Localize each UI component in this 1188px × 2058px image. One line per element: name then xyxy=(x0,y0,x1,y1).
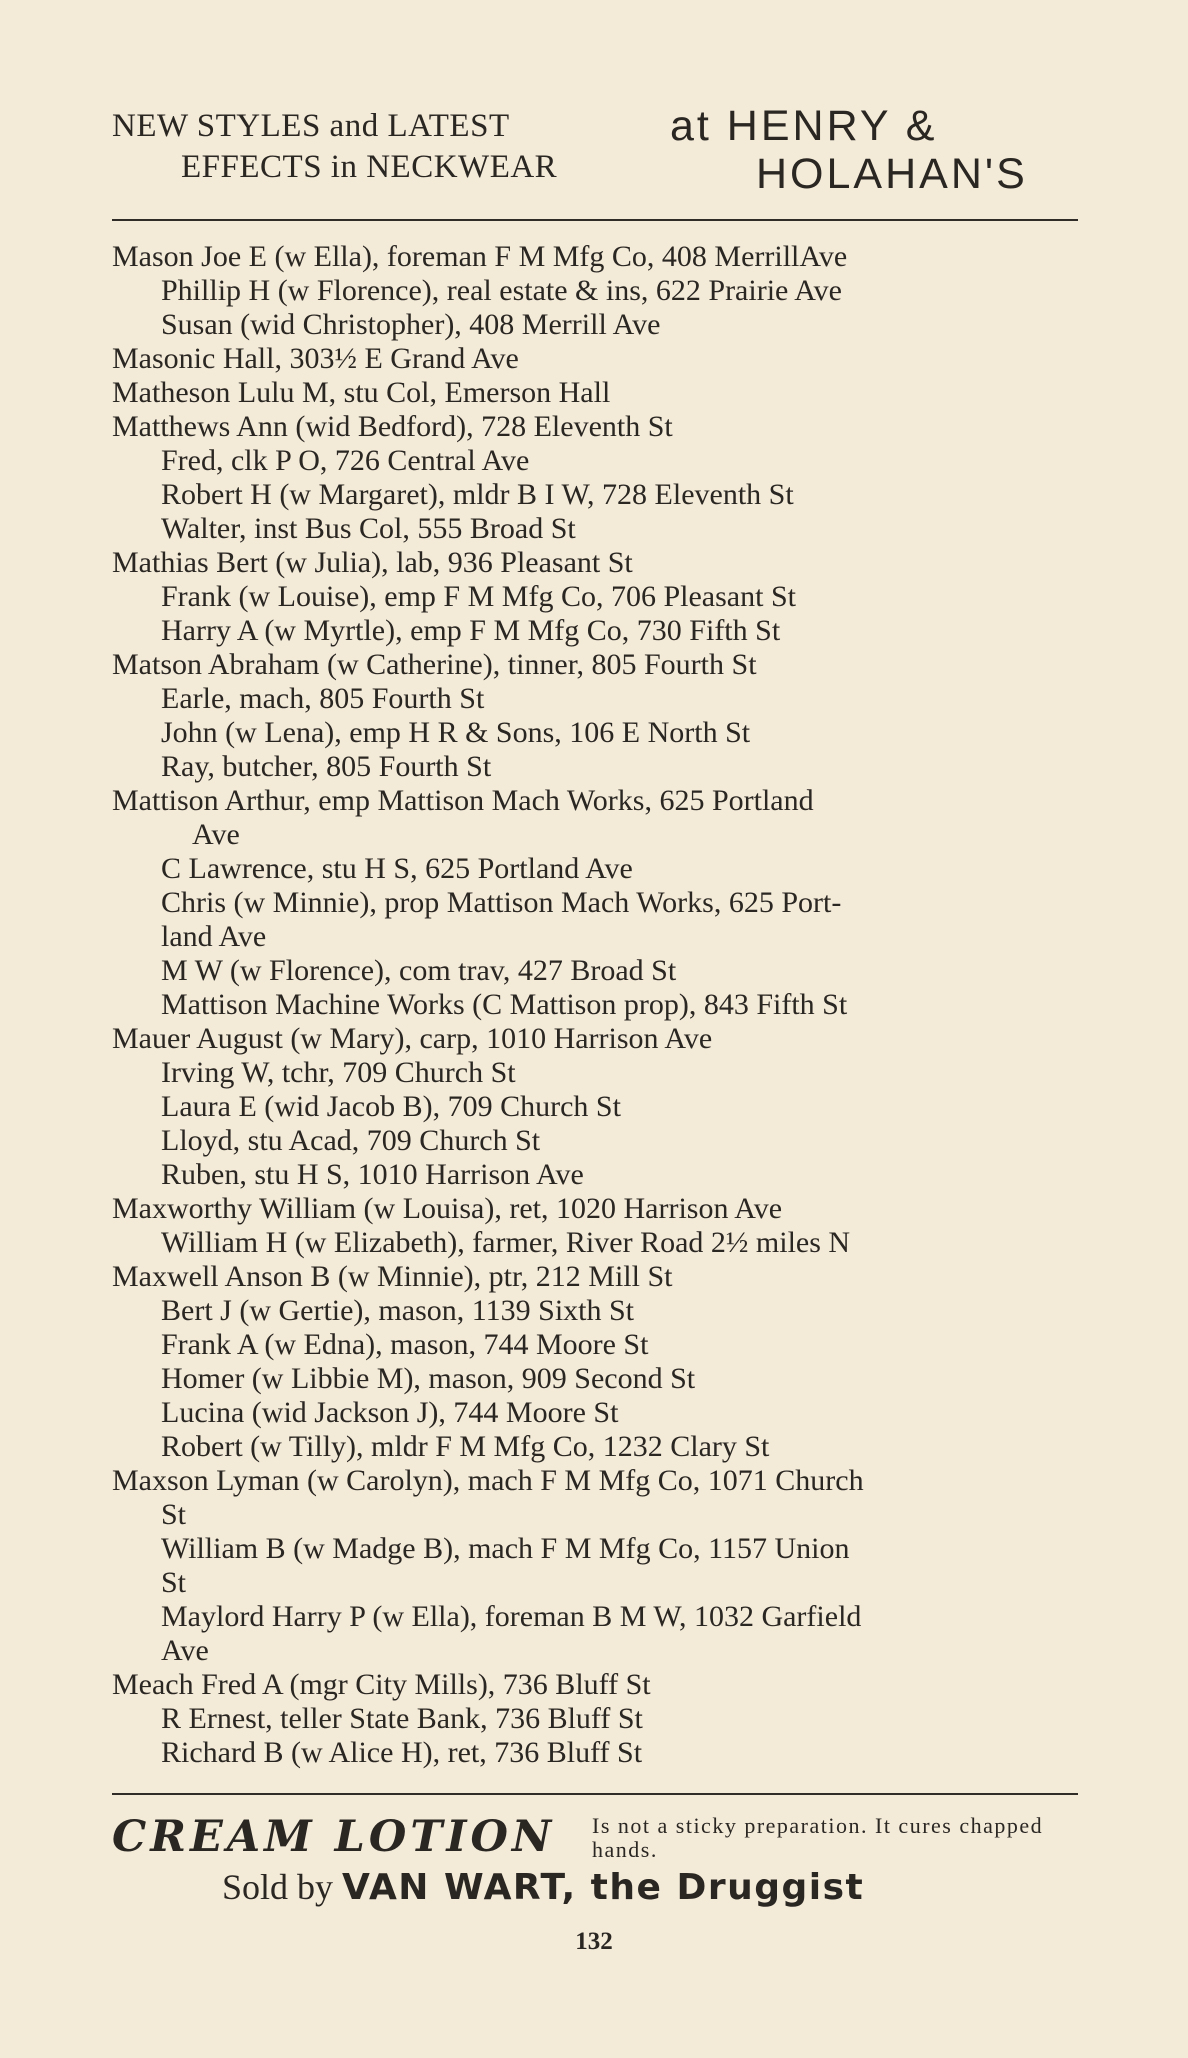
directory-entry-line: Ray, butcher, 805 Fourth St xyxy=(161,750,492,783)
directory-entry-line: Masonic Hall, 303½ E Grand Ave xyxy=(112,342,519,375)
page-header xyxy=(112,102,1078,198)
header-right-line-1: at HENRY & xyxy=(670,102,938,150)
directory-entry-line: Phillip H (w Florence), real estate & ins, 622 Prairie Ave xyxy=(161,274,842,307)
directory-entry-line: Fred, clk P O, 726 Central Ave xyxy=(161,444,530,477)
directory-entry-line: Walter, inst Bus Col, 555 Broad St xyxy=(161,512,576,545)
directory-entry-line: Matthews Ann (wid Bedford), 728 Eleventh St xyxy=(112,410,673,443)
directory-entry-line: Irving W, tchr, 709 Church St xyxy=(161,1056,516,1089)
directory-entry-line: Laura E (wid Jacob B), 709 Church St xyxy=(161,1090,621,1123)
directory-entry-line: Earle, mach, 805 Fourth St xyxy=(161,682,485,715)
directory-entry-line: Lloyd, stu Acad, 709 Church St xyxy=(161,1124,541,1157)
footer-advertisement xyxy=(112,1800,1082,1910)
directory-entry-line: C Lawrence, stu H S, 625 Portland Ave xyxy=(161,852,633,885)
directory-entry-line: William B (w Madge B), mach F M Mfg Co, 1157 Union xyxy=(161,1532,850,1565)
seller-name: VAN WART, the Druggist xyxy=(342,1867,865,1908)
directory-entry-line: Richard B (w Alice H), ret, 736 Bluff St xyxy=(161,1736,643,1769)
directory-entry-line: St xyxy=(161,1498,187,1531)
directory-entry-line: Robert (w Tilly), mldr F M Mfg Co, 1232 Clary St xyxy=(161,1430,770,1463)
directory-entry-line: Matheson Lulu M, stu Col, Emerson Hall xyxy=(112,376,611,409)
directory-entry-line: Meach Fred A (mgr City Mills), 736 Bluff St xyxy=(112,1668,651,1701)
directory-entry-line: Robert H (w Margaret), mldr B I W, 728 Eleventh St xyxy=(161,478,794,511)
directory-entry-line: Maxson Lyman (w Carolyn), mach F M Mfg Co, 1071 Church xyxy=(112,1464,864,1497)
directory-entry-line: Ruben, stu H S, 1010 Harrison Ave xyxy=(161,1158,584,1191)
header-advertisement-left xyxy=(112,106,557,188)
footer-divider xyxy=(112,1793,1078,1795)
directory-entry-line: Harry A (w Myrtle), emp F M Mfg Co, 730 Fifth St xyxy=(161,614,781,647)
header-left-line-1: NEW STYLES and LATEST xyxy=(112,108,510,144)
directory-entry-line: Homer (w Libbie M), mason, 909 Second St xyxy=(161,1362,696,1395)
directory-entry-line: Ave xyxy=(192,818,240,851)
directory-entry-line: Bert J (w Gertie), mason, 1139 Sixth St xyxy=(161,1294,635,1327)
directory-entry-line: Maxworthy William (w Louisa), ret, 1020 Harrison Ave xyxy=(112,1192,783,1225)
directory-entry-line: Frank A (w Edna), mason, 744 Moore St xyxy=(161,1328,649,1361)
directory-entry-line: R Ernest, teller State Bank, 736 Bluff St xyxy=(161,1702,643,1735)
directory-entry-line: Mason Joe E (w Ella), foreman F M Mfg Co, 408 MerrillAve xyxy=(112,240,848,273)
header-divider xyxy=(112,219,1078,221)
directory-entry-line: Ave xyxy=(161,1634,209,1667)
directory-entry-line: St xyxy=(161,1566,187,1599)
directory-entry-line: Mattison Arthur, emp Mattison Mach Works, 625 Portland xyxy=(112,784,814,817)
directory-entry-line: Susan (wid Christopher), 408 Merrill Ave xyxy=(161,308,661,341)
directory-entry-line: Frank (w Louise), emp F M Mfg Co, 706 Pleasant St xyxy=(161,580,796,613)
header-advertisement-right xyxy=(670,102,1028,198)
directory-entry-line: Lucina (wid Jackson J), 744 Moore St xyxy=(161,1396,619,1429)
directory-entry-line: land Ave xyxy=(161,920,267,953)
directory-entries xyxy=(112,240,1082,1770)
directory-entry-line: John (w Lena), emp H R & Sons, 106 E North St xyxy=(161,716,751,749)
directory-entry-line: Mauer August (w Mary), carp, 1010 Harrison Ave xyxy=(112,1022,713,1055)
product-name: CREAM LOTION xyxy=(112,1812,556,1862)
header-left-line-2: EFFECTS in NECKWEAR xyxy=(181,149,558,185)
directory-entry-line: William H (w Elizabeth), farmer, River Road 2½ miles N xyxy=(161,1226,851,1259)
sold-by-label: Sold by xyxy=(222,1867,334,1907)
header-right-line-2: HOLAHAN'S xyxy=(756,150,1028,198)
sold-by-line xyxy=(222,1866,864,1908)
directory-entry-line: Mattison Machine Works (C Mattison prop), 843 Fifth St xyxy=(161,988,848,1021)
directory-entry-line: Maylord Harry P (w Ella), foreman B M W, 1032 Garfield xyxy=(161,1600,862,1633)
directory-entry-line: Matson Abraham (w Catherine), tinner, 805 Fourth St xyxy=(112,648,757,681)
directory-entry-line: Maxwell Anson B (w Minnie), ptr, 212 Mill St xyxy=(112,1260,673,1293)
directory-entry-line: M W (w Florence), com trav, 427 Broad St xyxy=(161,954,677,987)
directory-entry-line: Mathias Bert (w Julia), lab, 936 Pleasant St xyxy=(112,546,633,579)
page-number: 132 xyxy=(575,1928,613,1955)
directory-entry-line: Chris (w Minnie), prop Mattison Mach Works, 625 Port- xyxy=(161,886,842,919)
product-note: Is not a sticky preparation. It cures chapped hands. xyxy=(592,1813,1044,1862)
